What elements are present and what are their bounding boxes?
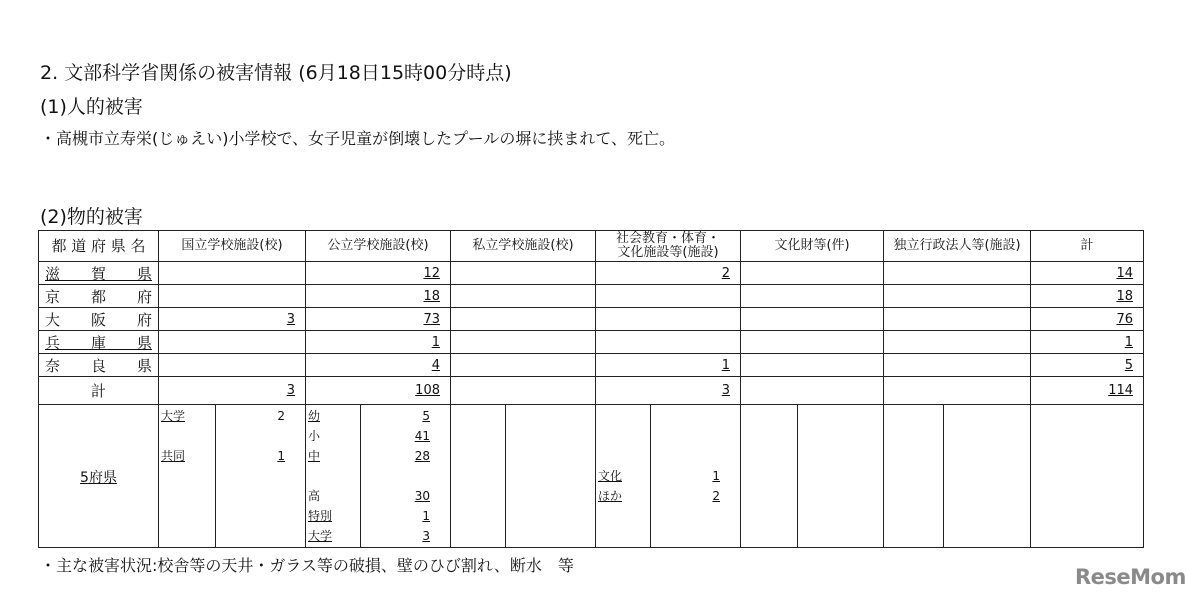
national-value bbox=[159, 354, 306, 377]
culture-value bbox=[741, 285, 884, 308]
total-value: 1 bbox=[1031, 331, 1144, 354]
prefecture-name: 京 都 府 bbox=[39, 285, 159, 308]
independent-value bbox=[884, 331, 1031, 354]
national-total: 3 bbox=[159, 377, 306, 405]
header-culture: 文化財等(件) bbox=[741, 231, 884, 262]
detail-key: 幼 bbox=[308, 409, 321, 423]
prefecture-name: 奈 良 県 bbox=[39, 354, 159, 377]
table-row bbox=[39, 308, 1144, 331]
social-value: 1 bbox=[596, 354, 741, 377]
table-row bbox=[39, 354, 1144, 377]
independent-value bbox=[884, 354, 1031, 377]
detail-value: 3 bbox=[422, 529, 430, 543]
total-detail bbox=[1031, 405, 1144, 548]
national-value bbox=[159, 262, 306, 285]
total-row bbox=[39, 377, 1144, 405]
grand-total: 114 bbox=[1031, 377, 1144, 405]
total-value: 14 bbox=[1031, 262, 1144, 285]
header-prefecture: 都 道 府 県 名 bbox=[39, 231, 159, 262]
detail-key: 特別 bbox=[308, 509, 333, 523]
private-value bbox=[451, 308, 596, 331]
table-row bbox=[39, 262, 1144, 285]
culture-value bbox=[741, 262, 884, 285]
detail-value: 30 bbox=[414, 489, 430, 503]
culture-detail-keys bbox=[741, 405, 798, 548]
public-value: 4 bbox=[306, 354, 451, 377]
national-value bbox=[159, 285, 306, 308]
private-value bbox=[451, 262, 596, 285]
detail-key: 小 bbox=[308, 429, 321, 443]
resemom-logo: ReseMom bbox=[1075, 565, 1186, 589]
public-value: 18 bbox=[306, 285, 451, 308]
private-total bbox=[451, 377, 596, 405]
public-value: 12 bbox=[306, 262, 451, 285]
private-detail-keys bbox=[451, 405, 506, 548]
detail-key: ほか bbox=[598, 489, 623, 503]
header-independent: 独立行政法人等(施設) bbox=[884, 231, 1031, 262]
private-value bbox=[451, 285, 596, 308]
detail-key: 中 bbox=[308, 449, 321, 463]
prefecture-name: 滋 賀 県 bbox=[39, 262, 159, 285]
human-damage-text: ・高槻市立寿栄(じゅえい)小学校で、女子児童が倒壊したプールの塀に挟まれて、死亡。 bbox=[40, 129, 676, 148]
detail-key: 共同 bbox=[161, 449, 186, 463]
page-title: 2. 文部科学省関係の被害情報 (6月18日15時00分時点) bbox=[40, 62, 512, 84]
culture-total bbox=[741, 377, 884, 405]
private-value bbox=[451, 331, 596, 354]
detail-key: 大学 bbox=[161, 409, 186, 423]
table-row bbox=[39, 285, 1144, 308]
social-total: 3 bbox=[596, 377, 741, 405]
national-value bbox=[159, 331, 306, 354]
header-public: 公立学校施設(校) bbox=[306, 231, 451, 262]
header-private: 私立学校施設(校) bbox=[451, 231, 596, 262]
header-social-line2: 文化施設等(施設) bbox=[617, 245, 719, 260]
social-detail-values bbox=[651, 405, 741, 548]
social-detail-keys bbox=[596, 405, 651, 548]
detail-label: 5府県 bbox=[39, 405, 159, 548]
national-value: 3 bbox=[159, 308, 306, 331]
header-social-line1: 社会教育・体育・ bbox=[616, 231, 721, 246]
independent-value bbox=[884, 285, 1031, 308]
total-label: 計 bbox=[39, 377, 159, 405]
independent-detail-values bbox=[944, 405, 1031, 548]
table-header-row bbox=[39, 231, 1144, 262]
public-value: 73 bbox=[306, 308, 451, 331]
detail-value: 2 bbox=[712, 489, 721, 503]
independent-detail-keys bbox=[884, 405, 944, 548]
public-detail-values bbox=[361, 405, 451, 548]
total-value: 18 bbox=[1031, 285, 1144, 308]
culture-value bbox=[741, 331, 884, 354]
culture-detail-values bbox=[798, 405, 884, 548]
total-value: 5 bbox=[1031, 354, 1144, 377]
detail-value: 28 bbox=[414, 449, 430, 463]
damage-note: ・主な被害状況:校舎等の天井・ガラス等の破損、壁のひび割れ、断水 等 bbox=[40, 556, 574, 575]
culture-value bbox=[741, 354, 884, 377]
header-social bbox=[596, 231, 741, 262]
detail-key: 大学 bbox=[308, 529, 333, 543]
social-value: 2 bbox=[596, 262, 741, 285]
culture-value bbox=[741, 308, 884, 331]
social-value bbox=[596, 285, 741, 308]
prefecture-name: 兵 庫 県 bbox=[39, 331, 159, 354]
social-value bbox=[596, 331, 741, 354]
public-total: 108 bbox=[306, 377, 451, 405]
independent-total bbox=[884, 377, 1031, 405]
detail-key: 文化 bbox=[598, 469, 623, 483]
private-detail-values bbox=[506, 405, 596, 548]
section-heading-property-damage: (2)物的被害 bbox=[40, 206, 143, 228]
damage-table bbox=[38, 230, 1144, 548]
social-value bbox=[596, 308, 741, 331]
detail-value: 41 bbox=[414, 429, 430, 443]
detail-value: 1 bbox=[712, 469, 721, 483]
header-national: 国立学校施設(校) bbox=[159, 231, 306, 262]
independent-value bbox=[884, 308, 1031, 331]
national-detail-keys bbox=[159, 405, 216, 548]
section-heading-human-damage: (1)人的被害 bbox=[40, 96, 143, 118]
detail-key: 高 bbox=[308, 489, 321, 503]
total-value: 76 bbox=[1031, 308, 1144, 331]
detail-value: 2 bbox=[277, 409, 285, 423]
detail-value: 1 bbox=[422, 509, 430, 523]
detail-row bbox=[39, 405, 1144, 548]
header-total: 計 bbox=[1031, 231, 1144, 262]
table-row bbox=[39, 331, 1144, 354]
detail-value: 1 bbox=[277, 449, 285, 463]
detail-value: 5 bbox=[422, 409, 430, 423]
independent-value bbox=[884, 262, 1031, 285]
private-value bbox=[451, 354, 596, 377]
national-detail-values bbox=[216, 405, 306, 548]
prefecture-name: 大 阪 府 bbox=[39, 308, 159, 331]
public-value: 1 bbox=[306, 331, 451, 354]
public-detail-keys bbox=[306, 405, 361, 548]
